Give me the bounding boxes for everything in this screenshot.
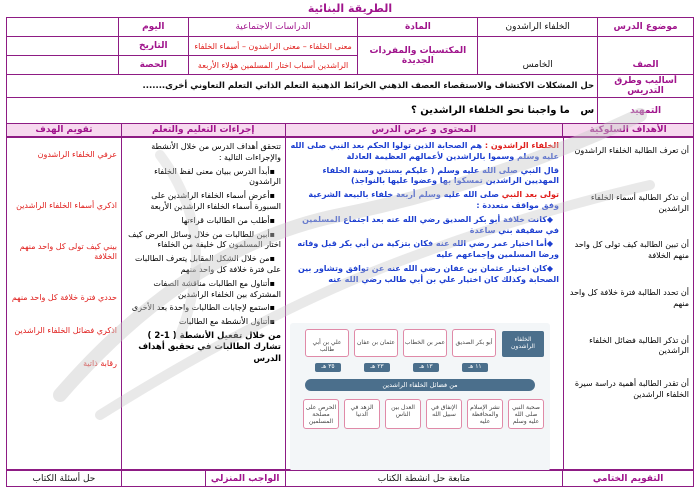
diagram-name-1: أبو بكر الصديق: [452, 329, 496, 357]
diagram-virtue-6: الحرص على مصلحة المسلمين: [303, 399, 339, 429]
grade-value-cell: [478, 37, 598, 75]
methods-label: أساليب وطرق التدريس: [598, 75, 694, 98]
procedure-4: ▪أبين للطالبات من خلال وسائل العرض كيف اختار المسلمون كل خليفة من الخلفاء: [128, 229, 281, 250]
procedure-1: ▪أبدأ الدرس ببيان معنى لفظ الخلفاء الراشدون: [154, 166, 281, 187]
intro-label: التمهيد: [598, 98, 694, 124]
diagram-virtue-1: صحبة النبي صلى الله عليه وسلم: [508, 399, 544, 429]
content-definition: هم الصحابة الذين تولوا الحكم بعد النبي صلى الله عليه وسلم وسموا بالراشدين لأعمالهم العظيمة العادلة: [290, 141, 559, 161]
subject-label: المادة: [358, 18, 478, 37]
assessment-6: رقابة ذاتية: [83, 358, 117, 368]
procedures-column: [121, 137, 286, 470]
procedure-2: ▪أعرض أسماء الخلفاء الراشدين على السبورة أسماء الخلفاء الراشدين الأربعة: [150, 191, 281, 211]
intro-prefix: س: [580, 105, 595, 116]
diagram-virtues-title: من فضائل الخلفاء الراشدين: [305, 379, 535, 391]
diagram-year-4: ٣٥ هـ: [315, 363, 341, 372]
intro-question: ما واجبنا نحو الخلفاء الراشدين ؟: [410, 105, 570, 116]
content-hadith: قال النبي صلى الله عليه وسلم ( عليكم بسنتي وسنة الخلفاء المهديين الراشدين تمسكوا بها وعضوا عليها بالنواجذ): [322, 165, 559, 186]
gains-value-1: معنى الخلفاء – معنى الراشدون – أسماء الخلفاء: [188, 37, 358, 56]
content-bullet-3: ◆كان اختيار عثمان بن عفان رضي الله عنه عن توافق وتشاور بين الصحابة وكذلك كان اختيار علي بن أبي طالب رضي الله عنه: [297, 263, 559, 284]
procedure-3: ▪أطلب من الطالبات قراءتها: [181, 215, 275, 225]
procedures-closing: من خلال تفعيل الأنشطة ( 1-2 ) تشارك الطالبات في تحقيق أهداف الدرس: [138, 330, 281, 364]
assessment-2: اذكري أسماء الخلفاء الراشدين: [16, 200, 117, 210]
homework-label: الواجب المنزلي: [205, 471, 285, 487]
gains-value-2: الراشدين أسباب اختار المسلمين هؤلاء الأربعة: [188, 56, 358, 75]
objective-4: أن تحدد الطالبة فترة خلافة كل واحد منهم: [569, 287, 689, 308]
content-bullet-1: ◆كانت خلافة أبو بكر الصديق رضي الله عنه بعد اجتماع المسلمين في سقيفة بني ساعدة: [302, 214, 559, 235]
day-label: اليوم: [118, 18, 188, 37]
grade-value: الخامس: [522, 60, 553, 70]
caliphs-diagram: [290, 323, 550, 471]
procedures-header: إجراءات التعليم والتعلم: [121, 124, 285, 137]
procedure-8: ▪أتناول الأنشطة مع الطالبات: [178, 317, 275, 327]
homework-value: [121, 471, 205, 487]
diagram-name-4: علي بن أبي طالب: [305, 329, 349, 357]
diagram-virtue-4: العدل بين الناس: [385, 399, 421, 429]
date-label: التاريخ: [118, 37, 188, 56]
assessment-header: تقويم الهدف: [7, 124, 122, 137]
assessment-4: حددي فترة خلافة كل واحد منهم: [11, 293, 117, 303]
content-bullet-2: ◆أما اختيار عمر رضي الله عنه فكان بتزكية من أبي بكر قبل وفاته ورضا المسلمين وإجماعهم عليه: [297, 239, 559, 260]
info-table: [6, 17, 694, 124]
content-paragraph-1: [290, 141, 559, 163]
intro-cell: [7, 98, 598, 124]
objective-6: أن تقدر الطالبة أهمية دراسة سيرة الخلفاء الراشدين: [574, 379, 689, 399]
objective-5: أن تذكر الطالبة فضائل الخلفاء الراشدين: [589, 335, 689, 356]
objectives-column: [563, 137, 694, 470]
diagram-name-2: عمر بن الخطاب: [403, 329, 447, 357]
page-title: الطريقة البنائية: [307, 2, 393, 15]
columns-header-row: [6, 123, 694, 137]
objectives-header: الأهداف السلوكية: [563, 124, 694, 137]
diagram-virtue-3: الإنفاق في سبيل الله: [426, 399, 462, 429]
activities-follow-up: متابعة حل انشطة الكتاب: [285, 471, 563, 487]
procedure-5: ▪من خلال الشكل المقابل يتعرف الطالبات على فترة خلافة كل واحد منهم: [134, 254, 281, 274]
gains-label: المكتسبات والمفردات الجديدة: [358, 37, 478, 75]
methods-value: حل المشكلات الاكتشاف والاستقصاء العصف الذهني الخرائط الذهنية التعلم الذاتي التعلم التعاوني أخرى.......: [7, 75, 598, 98]
content-succession-term: تولى بعد النبي: [501, 190, 559, 200]
assessment-5: اذكري فضائل الخلفاء الراشدين: [14, 325, 117, 335]
diagram-virtue-5: الزهد في الدنيا: [344, 399, 380, 429]
assessment-1: عرفي الخلفاء الراشدون: [37, 150, 117, 159]
book-questions: حل أسئلة الكتاب: [7, 471, 122, 487]
assessment-3: بيني كيف تولى كل واحد منهم الخلافة: [19, 241, 117, 262]
procedures-intro: تتحقق أهداف الدرس من خلال الأنشطة والإجراءات التالية :: [151, 142, 281, 162]
diagram-virtue-2: نشر الإسلام والمحافظة عليه: [467, 399, 503, 429]
procedure-6: ▪أتناول مع الطالبات مناقشة الصفات المشتركة بين الخلفاء الراشدين: [153, 278, 281, 299]
topic-label: موضوع الدرس: [598, 18, 694, 37]
day-value: [7, 18, 119, 37]
footer-table: [6, 470, 694, 487]
objective-2: أن تذكر الطالبة أسماء الخلفاء الراشدين: [590, 192, 689, 213]
period-value: [7, 56, 119, 75]
diagram-name-3: عثمان بن عفان: [354, 329, 398, 357]
content-succession: صلى الله عليه وسلم أربعة خلفاء بالبيعة الشرعية وفق مواقف متعددة :: [308, 190, 559, 210]
topic-value: الخلفاء الراشدون: [478, 18, 598, 37]
date-value: [7, 37, 119, 56]
content-header: المحتوى و عرض الدرس: [285, 124, 563, 137]
procedure-7: ▪استمع لإجابات الطالبات واحدة بعد الأخرى: [131, 303, 275, 313]
objective-3: أن تبين الطالبة كيف تولى كل واحد منهم الخلافة: [574, 240, 689, 261]
content-term: الخلفاء الراشدون :: [484, 141, 559, 150]
subject-value: الدراسات الاجتماعية: [188, 18, 358, 37]
diagram-year-3: ٢٣ هـ: [364, 363, 390, 372]
diagram-year-2: ١٣ هـ: [413, 363, 439, 372]
grade-label-cell: [598, 37, 694, 75]
diagram-year-1: ١١ هـ: [462, 363, 488, 372]
final-assessment-label: التقويم الختامي: [563, 471, 694, 487]
objective-1: أن تعرف الطالبة الخلفاء الراشدون: [574, 146, 689, 155]
grade-label: الصف: [632, 60, 659, 70]
period-label: الحصة: [118, 56, 188, 75]
assessment-column: [6, 137, 122, 470]
diagram-center: الخلفاء الراشدون: [502, 331, 544, 357]
content-paragraph-3: [290, 190, 559, 212]
